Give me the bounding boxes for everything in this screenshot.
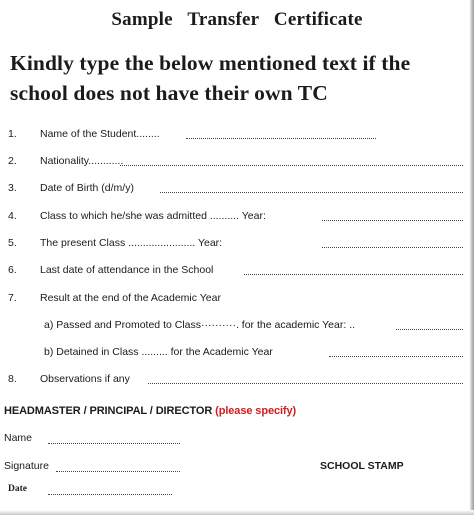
item-number: 6. — [8, 264, 17, 276]
list-item — [0, 208, 470, 224]
fill-line — [244, 263, 463, 275]
fill-line — [322, 236, 463, 248]
list-item — [0, 344, 470, 360]
item-label: Name of the Student........ — [40, 128, 160, 140]
certificate-title: Sample Transfer Certificate — [111, 9, 363, 30]
fill-line — [148, 372, 463, 384]
name-label: Name — [4, 432, 33, 444]
item-label: The present Class ....................... Year: — [40, 237, 223, 249]
authority-note: (please specify) — [215, 405, 297, 417]
item-number: 1. — [8, 128, 17, 140]
list-item — [0, 180, 470, 196]
list-item — [0, 317, 470, 333]
authority-title: HEADMASTER / PRINCIPAL / DIRECTOR — [4, 405, 213, 417]
fill-line — [396, 318, 463, 330]
item-label: Last date of attendance in the School — [40, 264, 214, 276]
signature-label: Signature — [4, 460, 49, 472]
item-number: 3. — [8, 182, 17, 194]
fill-line — [322, 209, 463, 221]
item-label: Result at the end of the Academic Year — [40, 292, 221, 304]
item-number: 5. — [8, 237, 17, 249]
date-label: Date — [8, 484, 27, 494]
date-fill-line — [48, 483, 172, 495]
fill-line — [329, 345, 463, 357]
page-edge-shadow — [470, 0, 474, 515]
fill-line — [120, 154, 463, 166]
item-label: Date of Birth (d/m/y) — [40, 182, 134, 194]
list-item — [0, 153, 470, 169]
item-number: 4. — [8, 210, 17, 222]
signature-fill-line — [56, 460, 180, 472]
list-item — [0, 371, 470, 387]
instruction-text: Kindly type the below mentioned text if the school does not have their own TC — [10, 51, 411, 105]
authority-heading — [4, 405, 296, 417]
school-stamp-label: SCHOOL STAMP — [320, 460, 404, 472]
name-fill-line — [48, 432, 180, 444]
item-label: Nationality............ — [40, 155, 124, 167]
item-label: Class to which he/she was admitted .......... Year: — [40, 210, 266, 222]
item-number: 2. — [8, 155, 17, 167]
item-number: 7. — [8, 292, 17, 304]
fill-line — [160, 181, 463, 193]
result-promoted-label: a) Passed and Promoted to Class··········. for the academic Year: .. — [44, 319, 356, 331]
list-item — [0, 126, 470, 142]
list-item — [0, 262, 470, 278]
list-item — [0, 235, 470, 251]
fill-line — [186, 127, 376, 139]
page-bottom-shadow — [0, 510, 474, 515]
item-label: Observations if any — [40, 373, 130, 385]
item-number: 8. — [8, 373, 17, 385]
list-item — [0, 290, 470, 306]
result-detained-label: b) Detained in Class ......... for the Academic Year — [44, 346, 273, 358]
